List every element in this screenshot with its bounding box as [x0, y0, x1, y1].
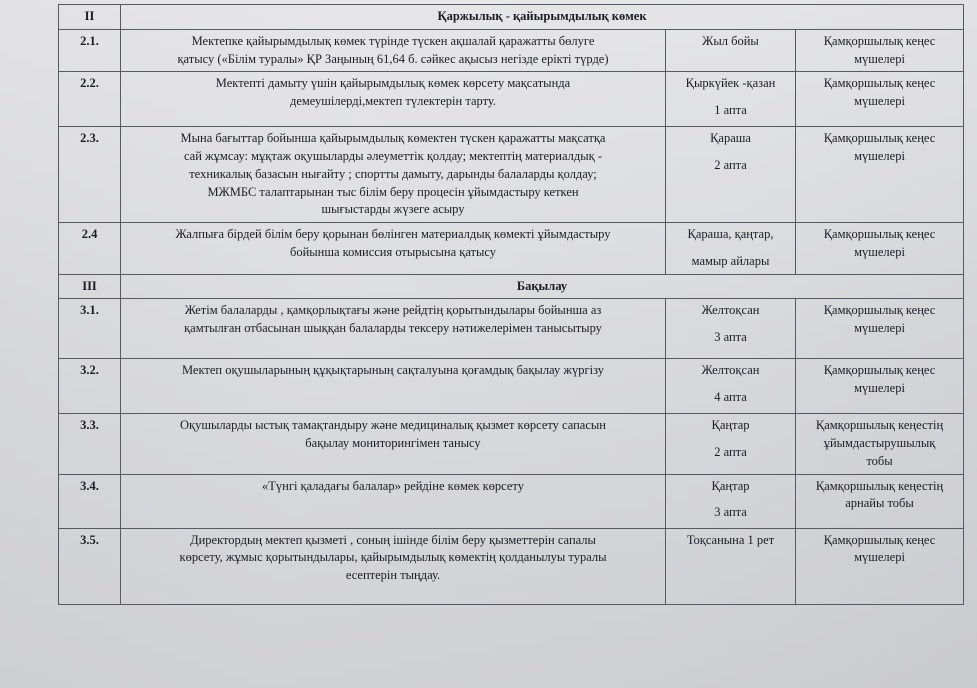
text-line: мүшелері: [854, 321, 905, 335]
text-line: Қыркүйек -қазан: [685, 76, 776, 91]
table-row: [59, 72, 964, 127]
text-line: 4 апта: [714, 390, 747, 404]
text-line: Жыл бойы: [702, 33, 759, 48]
section-number: III: [59, 274, 121, 299]
text-line: бойынша комиссия отырысына қатысу: [289, 244, 497, 259]
text-line: Қамқоршылық кеңес: [823, 227, 936, 241]
text-line: Мектепті дамыту үшін қайырымдылық көмек көрсету мақсатында: [215, 76, 571, 91]
plan-table: [58, 4, 964, 605]
text-line: тобы: [866, 453, 893, 468]
spacer: [672, 435, 789, 444]
task-description: [121, 474, 666, 528]
spacer: [672, 320, 789, 329]
text-line: Қаңтар: [711, 478, 750, 493]
table-row: [59, 474, 964, 528]
deadline: [666, 223, 796, 275]
task-description: [121, 72, 666, 127]
section-title: Қаржылық - қайырымдылық көмек: [121, 5, 964, 30]
task-description: [121, 299, 666, 359]
responsible: [796, 414, 964, 474]
text-line: МЖМБС талаптарынан тыс білім беру процесін ұйымдастыру кеткен: [207, 184, 579, 199]
item-number: 3.2.: [59, 359, 121, 414]
text-line: Қамқоршылық кеңес: [823, 532, 936, 547]
text-line: есептерін тыңдау.: [345, 568, 441, 582]
item-number: 2.4: [59, 223, 121, 275]
responsible: [796, 474, 964, 528]
task-description: [121, 223, 666, 275]
text-line: мүшелері: [854, 550, 905, 565]
text-line: 2 апта: [714, 158, 747, 172]
text-line: қатысу («Білім туралы» ҚР Заңының 61,64 б. сәйкес ақысыз негізде ерікті түрде): [177, 51, 609, 66]
table-row: [59, 223, 964, 275]
text-line: Мына бағыттар бойынша қайырымдылық көмектен түскен қаражатты мақсатқа: [180, 131, 606, 146]
text-line: Жалпыға бірдей білім беру қорынан бөлінген материалдық көмекті ұйымдастыру: [175, 227, 611, 241]
responsible: [796, 299, 964, 359]
text-line: Қараша, қаңтар,: [687, 227, 774, 241]
text-line: Желтоқсан: [701, 363, 760, 378]
text-line: арнайы тобы: [845, 496, 914, 511]
responsible: [796, 127, 964, 223]
text-line: шығыстарды жүзеге асыру: [321, 202, 465, 217]
deadline: [666, 359, 796, 414]
task-description: [121, 414, 666, 474]
text-line: Желтоқсан: [701, 303, 760, 318]
deadline: [666, 528, 796, 604]
table-row: [59, 127, 964, 223]
spacer: [672, 244, 789, 253]
section-title: Бақылау: [121, 274, 964, 299]
text-line: мүшелері: [854, 51, 905, 66]
text-line: 1 апта: [714, 103, 747, 117]
section-header-row: [59, 274, 964, 299]
text-line: Директордың мектеп қызметі , соның ішінде білім беру қызметтерін сапалы: [190, 532, 596, 547]
text-line: Қараша: [710, 131, 751, 146]
item-number: 2.2.: [59, 72, 121, 127]
text-line: 3 апта: [714, 330, 747, 344]
text-line: Мектеп оқушыларының құқықтарының сақталуына қоғамдық бақылау жүргізу: [181, 363, 605, 378]
text-line: техникалық базасын нығайту ; спортты дамыту, дарынды балаларды қолдау;: [189, 166, 597, 181]
text-line: мүшелері: [854, 381, 905, 395]
responsible: [796, 528, 964, 604]
spacer: [672, 93, 789, 102]
deadline: [666, 72, 796, 127]
text-line: көрсету, жұмыс қорытындылары, қайырымдылық көмектің қолданылуы туралы: [179, 550, 607, 565]
text-line: мүшелері: [854, 244, 905, 259]
responsible: [796, 29, 964, 72]
text-line: Қамқоршылық кеңес: [823, 363, 936, 378]
deadline: [666, 299, 796, 359]
item-number: 3.4.: [59, 474, 121, 528]
text-line: «Түнгі қаладағы балалар» рейдіне көмек көрсету: [262, 478, 524, 493]
text-line: Қаңтар: [711, 418, 750, 433]
deadline: [666, 29, 796, 72]
task-description: [121, 127, 666, 223]
section-number: II: [59, 5, 121, 30]
text-line: бақылау мониторингімен танысу: [305, 436, 481, 450]
text-line: Қамқоршылық кеңес: [823, 303, 936, 318]
text-line: Оқушыларды ыстық тамақтандыру және медициналық қызмет көрсету сапасын: [180, 418, 606, 433]
text-line: 2 апта: [714, 445, 747, 459]
item-number: 3.5.: [59, 528, 121, 604]
text-line: Қамқоршылық кеңестің: [815, 418, 944, 433]
task-description: [121, 528, 666, 604]
text-line: Қамқоршылық кеңес: [823, 76, 936, 91]
responsible: [796, 223, 964, 275]
item-number: 3.3.: [59, 414, 121, 474]
task-description: [121, 359, 666, 414]
text-line: Мектепке қайырымдылық көмек түрінде түскен ақшалай қаражатты бөлуге: [191, 33, 595, 48]
responsible: [796, 359, 964, 414]
spacer: [672, 380, 789, 389]
text-line: 3 апта: [714, 505, 747, 520]
table-row: [59, 29, 964, 72]
table-row: [59, 414, 964, 474]
text-line: Тоқсанына 1 рет: [686, 532, 775, 547]
text-line: мүшелері: [854, 94, 905, 108]
table-row: [59, 359, 964, 414]
deadline: [666, 414, 796, 474]
section-header-row: [59, 5, 964, 30]
text-line: ұйымдастырушылық: [823, 436, 936, 450]
deadline: [666, 127, 796, 223]
text-line: Қамқоршылық кеңестің: [815, 478, 944, 493]
text-line: сай жұмсау: мұқтаж оқушыларды әлеуметтік қолдау; мектептің материалдық -: [183, 149, 602, 163]
item-number: 2.1.: [59, 29, 121, 72]
deadline: [666, 474, 796, 528]
item-number: 2.3.: [59, 127, 121, 223]
table-row: [59, 528, 964, 604]
text-line: демеушілерді,мектеп түлектерін тарту.: [289, 94, 497, 108]
responsible: [796, 72, 964, 127]
item-number: 3.1.: [59, 299, 121, 359]
table-row: [59, 299, 964, 359]
text-line: қамтылған отбасынан шыққан балаларды тексеру нәтижелерімен танысытыру: [184, 321, 602, 335]
text-line: мамыр айлары: [691, 253, 770, 268]
text-line: Қамқоршылық кеңес: [823, 131, 936, 146]
spacer: [672, 148, 789, 157]
text-line: Қамқоршылық кеңес: [823, 33, 936, 48]
spacer: [672, 495, 789, 504]
task-description: [121, 29, 666, 72]
text-line: Жетім балаларды , қамқорлықтағы және рейдтің қорытындылары бойынша аз: [184, 303, 602, 318]
text-line: мүшелері: [854, 149, 905, 163]
